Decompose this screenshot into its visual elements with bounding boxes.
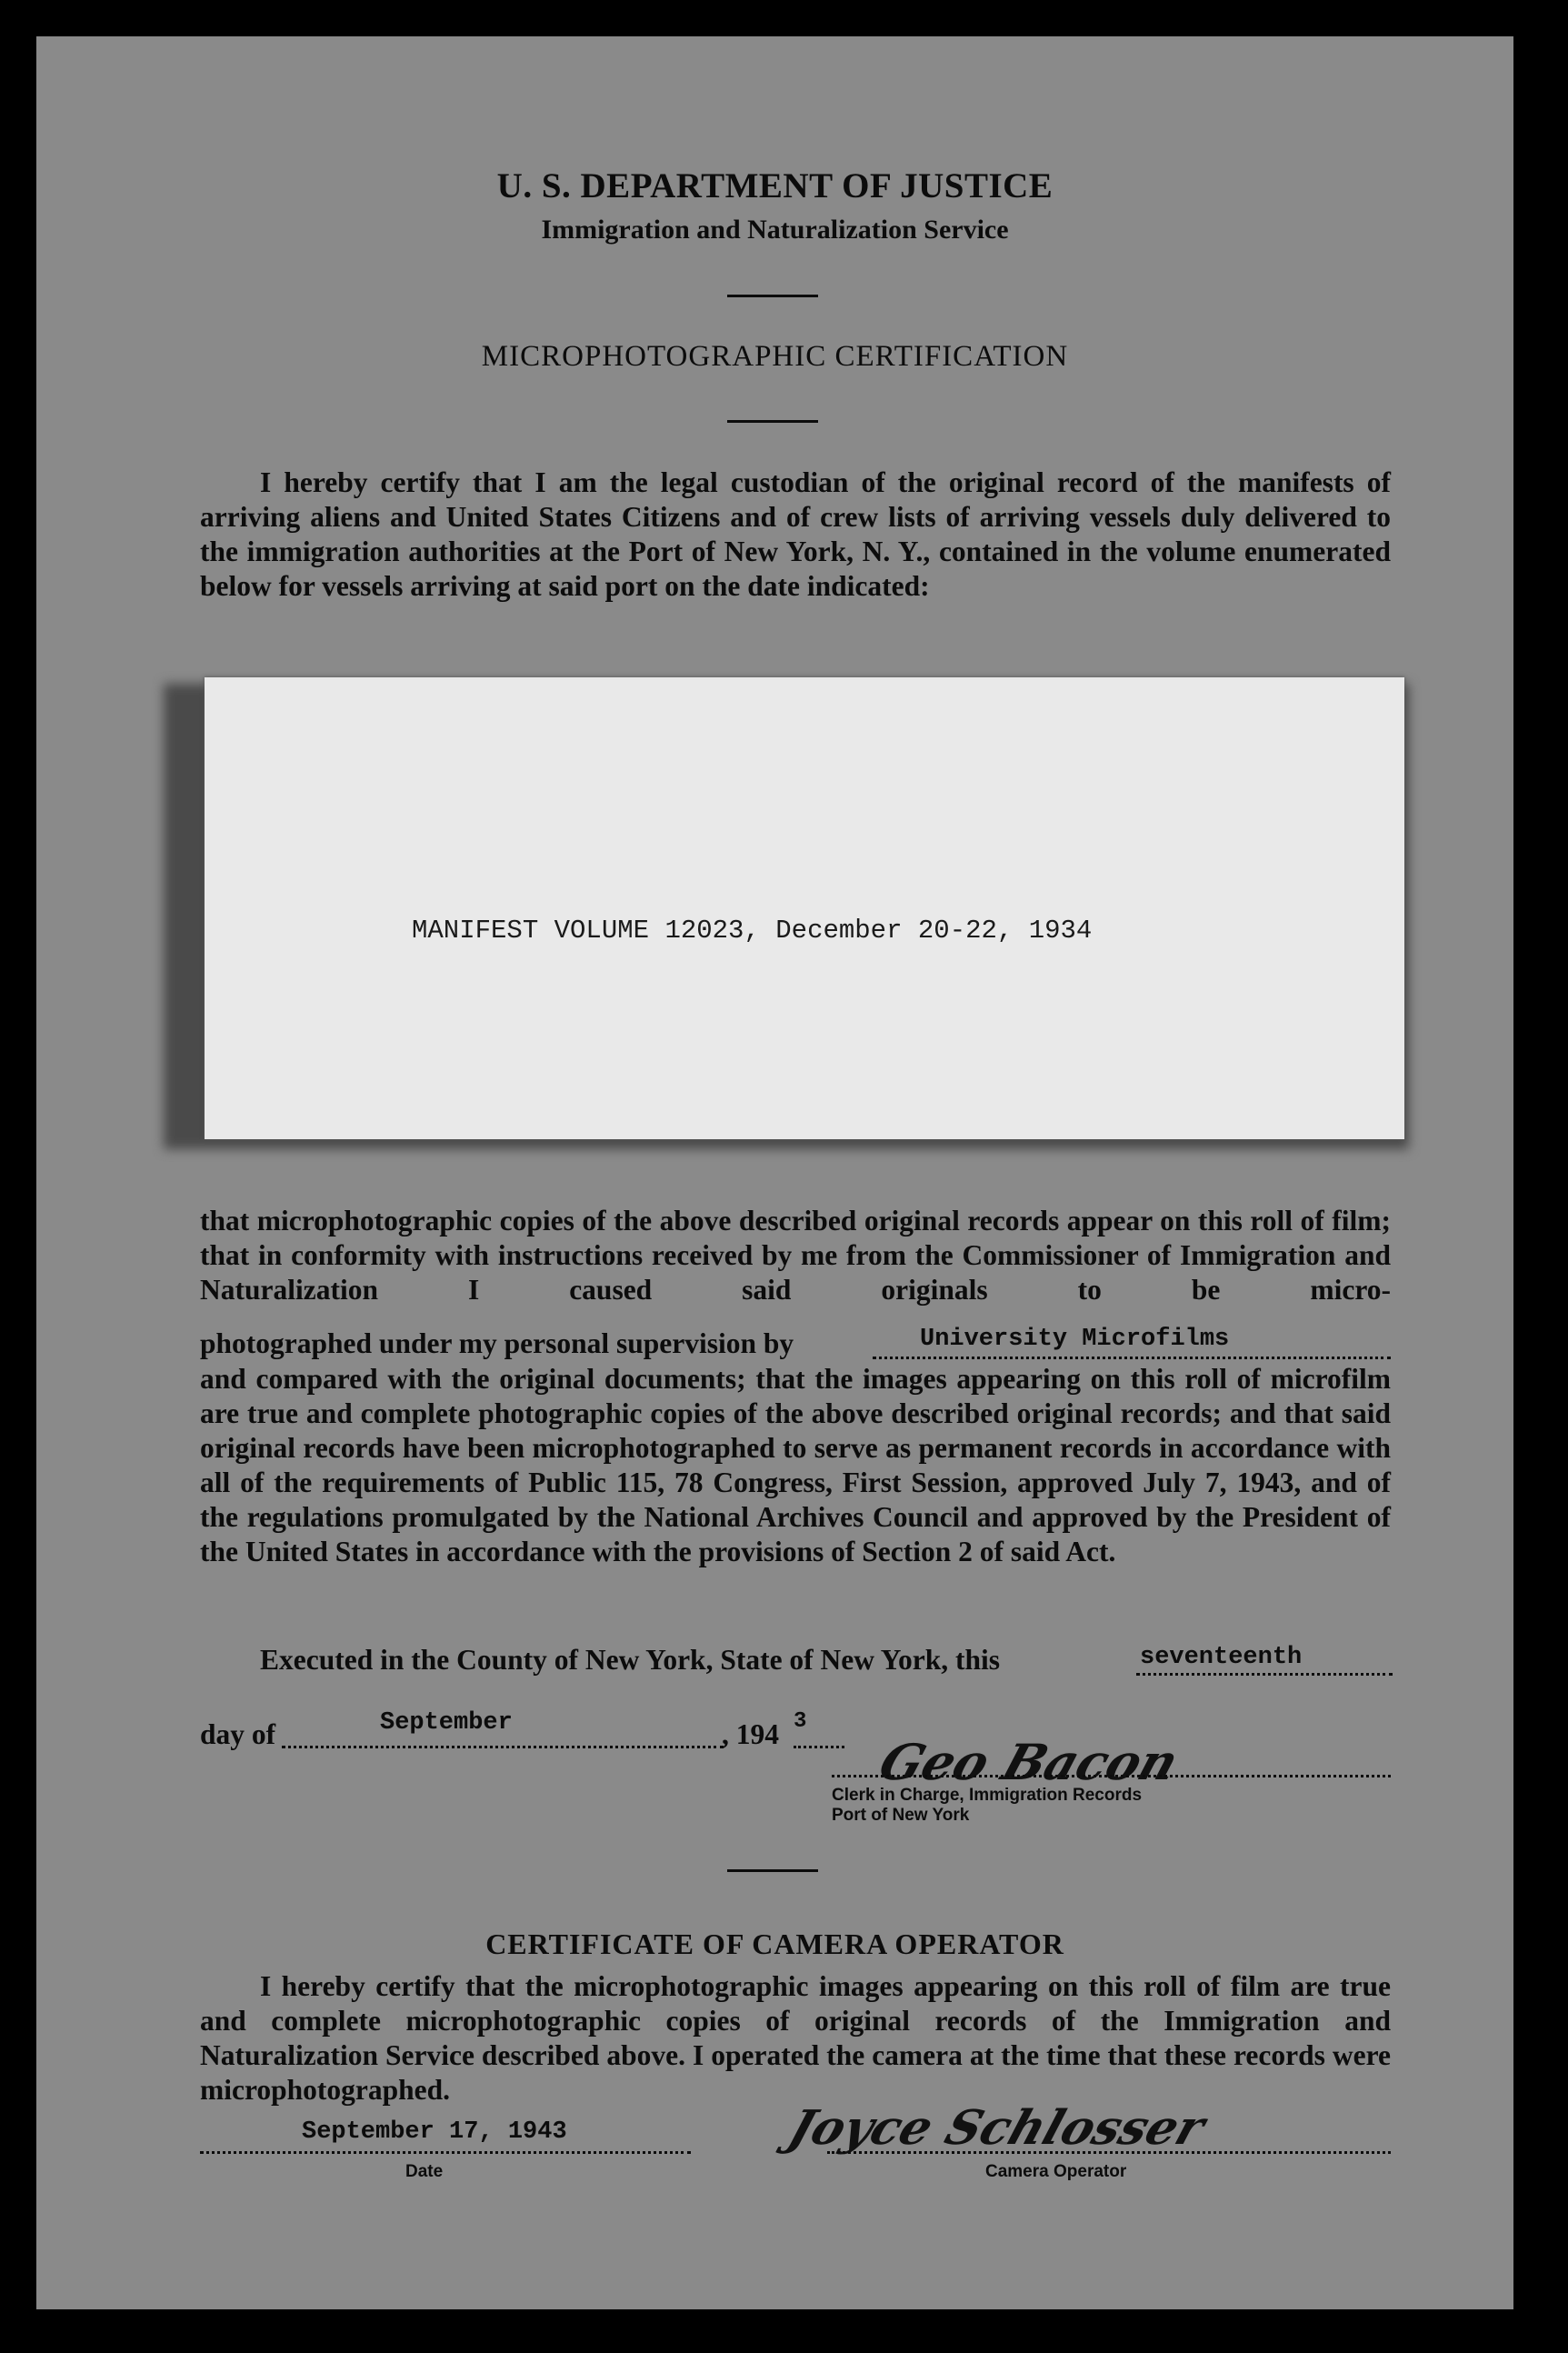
execution-day-field xyxy=(1136,1673,1393,1676)
certificate-sheet xyxy=(36,36,1513,2309)
copies-paragraph-b: and compared with the original documents; that the images appearing on this roll of microfilm are true and complete photographic copies of the above described original records; and that said original records have been microphotographed to serve as permanent records in accordance with all of the requirements of Public 115, 78 Congress, First Session, approved July 7, 1943, and of the regulations promulgated by the National Archives Council and approved by the President of the United States in accordance with the provisions of Section 2 of said Act. xyxy=(200,1363,1391,1567)
execution-line xyxy=(260,1644,1000,1677)
year-line xyxy=(722,1718,779,1751)
clerk-title-2: Port of New York xyxy=(832,1806,970,1825)
camera-date-value: September 17, 1943 xyxy=(302,2118,567,2146)
operator-signature-line xyxy=(827,2151,1391,2154)
clerk-signature: Geo Bacon xyxy=(872,1733,1186,1791)
month-dotted-field xyxy=(282,1746,724,1748)
day-of-label: day of xyxy=(200,1718,276,1750)
year-dotted-field xyxy=(794,1746,844,1748)
department-title: U. S. DEPARTMENT OF JUSTICE xyxy=(496,166,1054,205)
camera-certificate-title: CERTIFICATE OF CAMERA OPERATOR xyxy=(485,1927,1064,1960)
date-dotted-field xyxy=(200,2151,691,2154)
operator-signature: Joyce Schlosser xyxy=(782,2100,1212,2156)
section-rule xyxy=(727,1869,818,1872)
execution-prefix: Executed in the County of New York, State of New York, this xyxy=(260,1644,1001,1676)
year-prefix: , 194 xyxy=(722,1718,779,1750)
operator-label: Camera Operator xyxy=(985,2162,1127,2181)
certification-title: MICROPHOTOGRAPHIC CERTIFICATION xyxy=(481,340,1069,373)
custodian-paragraph: I hereby certify that I am the legal custodian of the original record of the manifests of arriving aliens and United States Citizens and of crew lists of arriving vessels duly delivered to the immigration authorities at the Port of New York, N. Y., contained in the volume enumerated below for vessels arriving at said port on the date indicated: xyxy=(200,466,1391,602)
header-rule-top xyxy=(727,295,818,297)
supervision-name: University Microfilms xyxy=(920,1326,1230,1353)
copies-paragraph-a: that microphotographic copies of the above described original records appear on this roll of film; that in conformity with instructions received by me from the Commissioner of Immigration and Naturalization I caused said originals to be micro- xyxy=(200,1205,1391,1306)
supervision-prefix: photographed under my personal supervision by xyxy=(200,1327,794,1359)
year-digit: 3 xyxy=(794,1709,807,1734)
manifest-volume-text: MANIFEST VOLUME 12023, December 20-22, 1934 xyxy=(412,916,1093,946)
manifest-slip xyxy=(205,677,1404,1139)
clerk-signature-line xyxy=(832,1775,1391,1777)
supervision-dotted-field xyxy=(873,1357,1391,1359)
supervision-line xyxy=(200,1327,794,1360)
service-subtitle: Immigration and Naturalization Service xyxy=(541,215,1009,245)
execution-day-word: seventeenth xyxy=(1140,1644,1303,1671)
clerk-title-1: Clerk in Charge, Immigration Records xyxy=(832,1786,1143,1805)
date-label: Date xyxy=(405,2162,444,2181)
execution-month: September xyxy=(380,1709,513,1737)
camera-paragraph: I hereby certify that the microphotographic images appearing on this roll of film are true and complete microphotographic copies of original records of the Immigration and Naturalization Service described above. I operated the camera at the time that these records were microphotographed. xyxy=(200,1970,1391,2106)
header-rule-bottom xyxy=(727,420,818,423)
